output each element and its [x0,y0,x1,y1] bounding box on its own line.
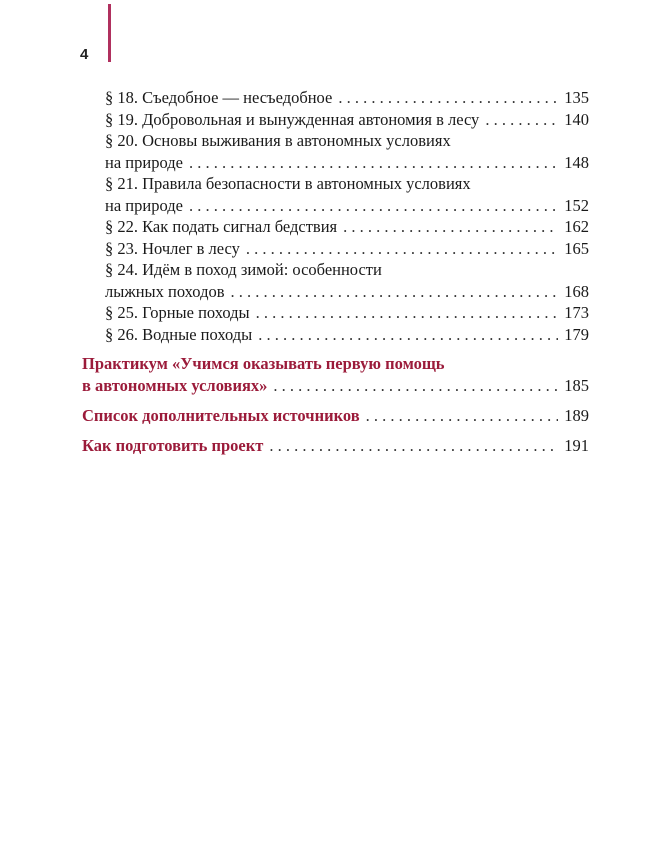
toc-section-entry[interactable] [82,174,589,217]
entry-page-number: 185 [564,376,589,395]
entry-title: Как подготовить проект [82,436,264,455]
margin-bar [108,4,111,62]
entry-title: § 21. Правила безопасности в автономных условиях [105,174,471,193]
dot-leader [338,88,558,108]
dot-leader [256,303,559,323]
entry-title: § 23. Ночлег в лесу [105,238,240,258]
dot-leader [189,196,558,216]
page-number: 4 [80,46,89,63]
toc-section-entry[interactable] [82,88,589,110]
entry-page-number: 162 [564,217,589,236]
dot-leader [246,239,558,259]
toc-section-entry[interactable] [82,260,589,303]
dot-leader [189,153,558,173]
entry-title: § 20. Основы выживания в автономных условиях [105,131,451,150]
entry-title: Список дополнительных источников [82,406,360,425]
entry-title: на природе [105,195,183,215]
entry-title: § 24. Идём в поход зимой: особенности [105,260,382,279]
dot-leader [343,217,558,237]
entry-title: на природе [105,152,183,172]
entry-title: § 26. Водные походы [105,324,253,344]
dot-leader [269,436,558,456]
entry-page-number: 179 [564,324,589,344]
entry-title: § 25. Горные походы [105,303,250,322]
entry-page-number: 152 [564,195,589,215]
entry-title: § 19. Добровольная и вынужденная автономия в лесу [105,109,480,129]
entry-page-number: 189 [564,406,589,425]
toc-main-entry[interactable] [82,354,589,398]
entry-title: в автономных условиях» [82,376,268,395]
entry-title: лыжных походов [105,281,225,301]
entry-title: Практикум «Учимся оказывать первую помощь [82,354,445,373]
entry-page-number: 191 [564,436,589,455]
toc-section-entry[interactable] [82,217,589,239]
dot-leader [273,376,558,396]
entry-page-number: 168 [564,281,589,301]
toc-section-entry[interactable] [82,303,589,325]
dot-leader [366,406,559,426]
entry-page-number: 165 [564,238,589,258]
entry-title: § 22. Как подать сигнал бедствия [105,217,338,236]
toc-section-entry[interactable] [82,239,589,261]
entry-title: § 18. Съедобное — несъедобное [105,88,333,107]
toc-section-entry[interactable] [82,325,589,347]
table-of-contents [82,88,589,458]
entry-page-number: 135 [564,88,589,107]
toc-section-entry[interactable] [82,110,589,132]
dot-leader [258,325,558,345]
dot-leader [485,110,558,130]
toc-main-entry[interactable] [82,436,589,458]
entry-page-number: 140 [564,109,589,129]
dot-leader [231,282,559,302]
toc-main-entry[interactable] [82,406,589,428]
toc-section-entry[interactable] [82,131,589,174]
entry-page-number: 148 [564,152,589,172]
entry-page-number: 173 [564,303,589,322]
